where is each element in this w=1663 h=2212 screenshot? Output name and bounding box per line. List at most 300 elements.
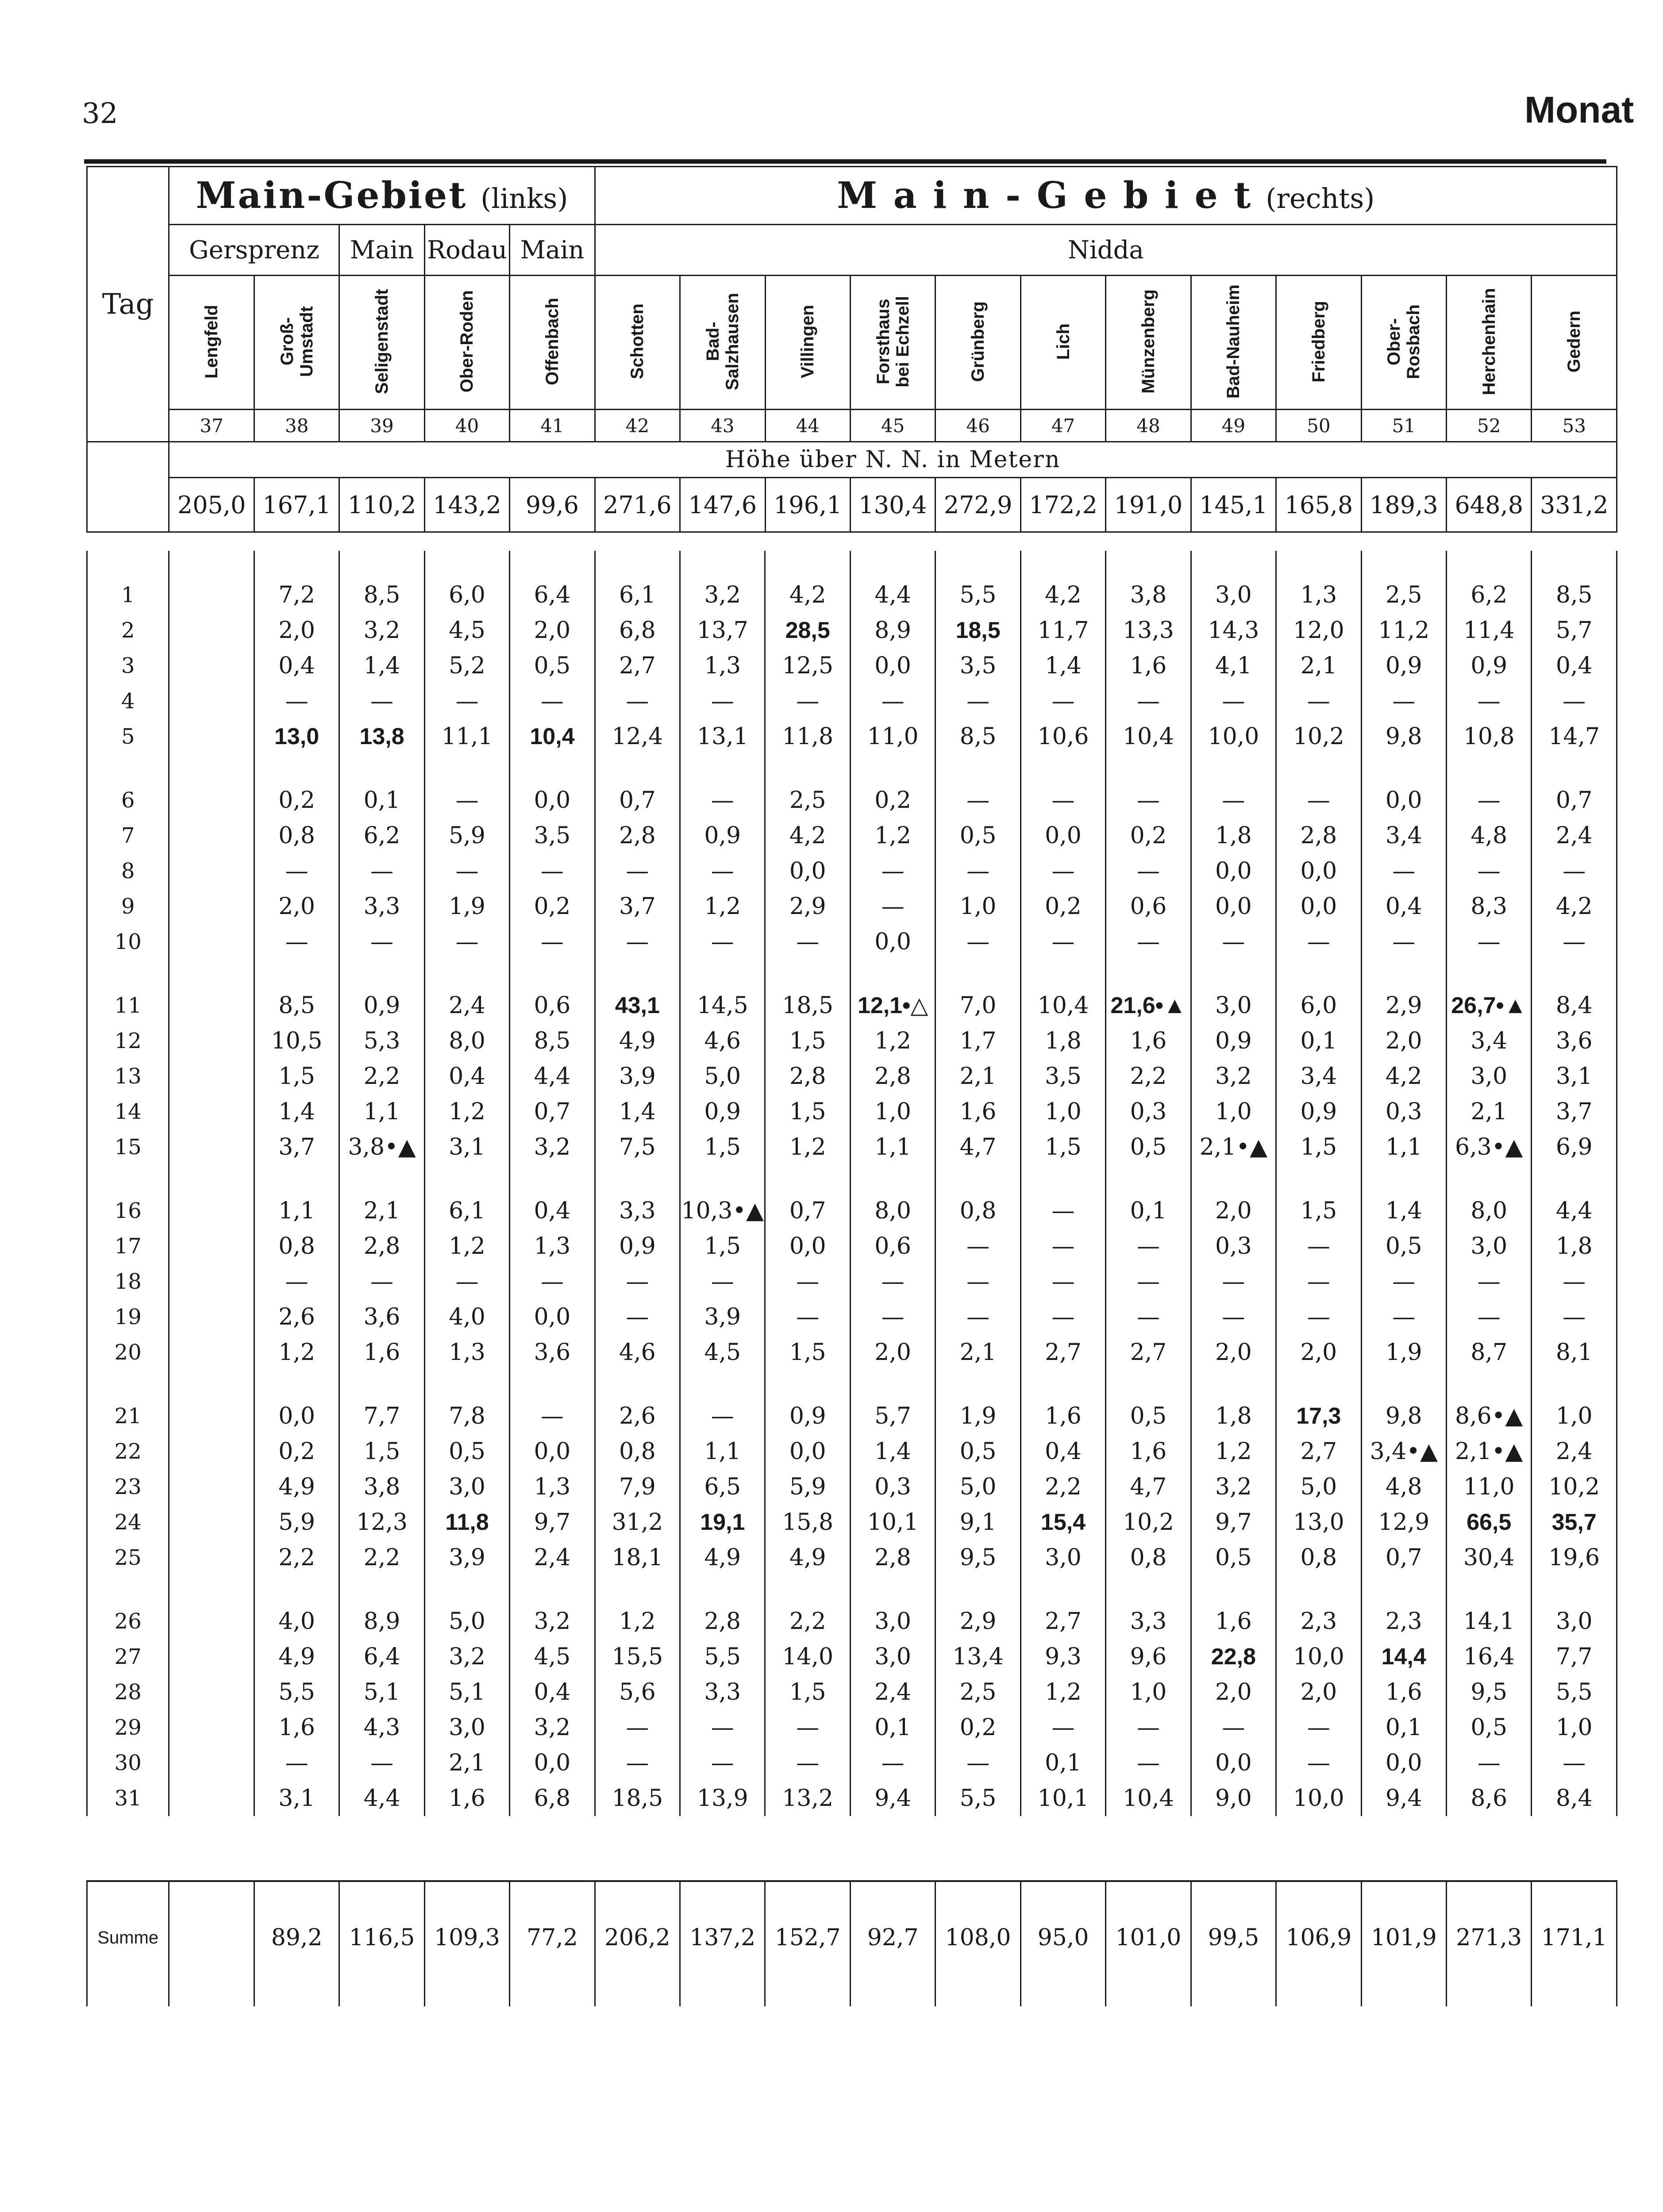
precip-cell: — — [595, 684, 680, 719]
precip-cell: — — [254, 1745, 339, 1781]
precip-cell: 6,0 — [424, 577, 509, 613]
precip-cell: 10,4 — [510, 719, 595, 754]
precip-cell: 1,2 — [850, 818, 935, 853]
precip-cell: 2,0 — [254, 613, 339, 648]
station-number-4: 40 — [424, 410, 509, 442]
precip-cell: 12,9 — [1361, 1505, 1446, 1540]
region-right: M a i n - G e b i e t (rechts) — [595, 167, 1617, 225]
spacer-cell — [424, 960, 509, 988]
precip-cell: 10,1 — [1020, 1781, 1105, 1816]
precip-cell: — — [424, 1264, 509, 1299]
precip-cell: 2,2 — [765, 1604, 850, 1639]
precip-cell: 5,7 — [1532, 613, 1617, 648]
precip-cell: 0,0 — [1361, 1745, 1446, 1781]
precip-cell — [169, 1505, 254, 1540]
precip-cell: 1,0 — [935, 889, 1020, 924]
precip-cell: 12,0 — [1276, 613, 1361, 648]
spacer-cell — [1191, 960, 1276, 988]
precip-cell: 0,2 — [254, 783, 339, 818]
precip-cell: 1,5 — [1276, 1129, 1361, 1165]
precip-cell: 1,1 — [1361, 1129, 1446, 1165]
precip-cell: 6,1 — [595, 577, 680, 613]
precip-cell: 0,1 — [1361, 1710, 1446, 1745]
precip-cell: 15,5 — [595, 1639, 680, 1674]
precip-cell: 3,3 — [339, 889, 424, 924]
spacer-cell — [1020, 551, 1105, 577]
day-number: 29 — [87, 1710, 169, 1745]
precip-cell: 4,0 — [254, 1604, 339, 1639]
precip-cell — [169, 1540, 254, 1575]
precip-cell: — — [935, 1264, 1020, 1299]
precip-cell: 8,0 — [424, 1023, 509, 1059]
precip-cell: 1,3 — [424, 1335, 509, 1370]
spacer-cell — [680, 960, 765, 988]
precip-cell: — — [1276, 1710, 1361, 1745]
station-altitude-5: 99,6 — [510, 478, 595, 532]
summe-cell: 171,1 — [1532, 1881, 1617, 2006]
precip-cell: 0,9 — [595, 1229, 680, 1264]
spacer-cell — [1361, 551, 1446, 577]
spacer-cell — [169, 960, 254, 988]
precip-cell: 0,0 — [765, 1434, 850, 1469]
precip-cell: 4,8 — [1446, 818, 1531, 853]
precip-cell: 4,9 — [254, 1639, 339, 1674]
summe-cell: 89,2 — [254, 1881, 339, 2006]
precip-cell: 1,6 — [1106, 1023, 1191, 1059]
precip-cell: — — [850, 1299, 935, 1335]
precip-cell: 35,7 — [1532, 1505, 1617, 1540]
precip-cell: 6,4 — [339, 1639, 424, 1674]
day-row — [87, 1505, 1617, 1540]
spacer-cell — [1191, 1165, 1276, 1193]
precip-cell: 0,8 — [254, 818, 339, 853]
precip-cell: — — [935, 684, 1020, 719]
precip-cell: — — [510, 1398, 595, 1434]
precip-cell: 5,9 — [254, 1505, 339, 1540]
tag-spacer-2 — [87, 478, 169, 532]
precip-cell: 3,0 — [850, 1604, 935, 1639]
spacer-cell — [424, 1575, 509, 1604]
precip-cell: — — [595, 1299, 680, 1335]
precip-cell: 0,5 — [1446, 1710, 1531, 1745]
precip-cell: 0,5 — [510, 648, 595, 684]
precip-cell: — — [595, 924, 680, 960]
precip-cell: 0,2 — [935, 1710, 1020, 1745]
precip-cell: — — [935, 924, 1020, 960]
precip-cell: 4,2 — [765, 577, 850, 613]
precip-cell: 0,4 — [510, 1674, 595, 1710]
precip-cell: 1,2 — [850, 1023, 935, 1059]
spacer-row — [87, 960, 1617, 988]
precip-cell: 5,3 — [339, 1023, 424, 1059]
summe-cell: 116,5 — [339, 1881, 424, 2006]
precip-cell: — — [510, 924, 595, 960]
precip-cell — [169, 1193, 254, 1229]
precip-cell: 3,7 — [595, 889, 680, 924]
precip-cell: 0,9 — [1191, 1023, 1276, 1059]
precip-cell: 0,8 — [935, 1193, 1020, 1229]
precip-cell: 0,8 — [254, 1229, 339, 1264]
precip-cell — [169, 818, 254, 853]
station-number-12: 48 — [1106, 410, 1191, 442]
precip-cell: 0,7 — [765, 1193, 850, 1229]
precip-cell: — — [254, 924, 339, 960]
day-row — [87, 1398, 1617, 1434]
day-number: 13 — [87, 1059, 169, 1094]
river-rodau: Rodau — [424, 225, 509, 276]
precip-cell: — — [1276, 1745, 1361, 1781]
precip-cell: — — [254, 684, 339, 719]
precip-cell: 1,1 — [850, 1129, 935, 1165]
day-number: 22 — [87, 1434, 169, 1469]
precip-cell: 0,1 — [850, 1710, 935, 1745]
page-number: 32 — [82, 97, 118, 130]
spacer-cell — [1446, 1370, 1531, 1398]
day-row — [87, 924, 1617, 960]
summe-cell: 206,2 — [595, 1881, 680, 2006]
precip-cell: 1,5 — [765, 1674, 850, 1710]
precip-cell: 5,9 — [424, 818, 509, 853]
day-row — [87, 648, 1617, 684]
precip-cell: 3,5 — [1020, 1059, 1105, 1094]
precip-cell: 0,0 — [765, 853, 850, 889]
precip-cell: 4,5 — [510, 1639, 595, 1674]
precip-cell: — — [1532, 684, 1617, 719]
precip-cell: 2,0 — [1191, 1335, 1276, 1370]
spacer-cell — [935, 1575, 1020, 1604]
precip-cell: — — [1020, 853, 1105, 889]
spacer-cell — [339, 551, 424, 577]
station-number-17: 53 — [1532, 410, 1617, 442]
precip-cell: 18,5 — [765, 988, 850, 1023]
day-number: 21 — [87, 1398, 169, 1434]
precip-cell: 1,8 — [1020, 1023, 1105, 1059]
precip-cell: 2,1 — [935, 1335, 1020, 1370]
precip-cell: — — [1191, 783, 1276, 818]
spacer-cell — [339, 754, 424, 783]
precip-cell: 1,2 — [680, 889, 765, 924]
precip-cell: — — [1532, 1264, 1617, 1299]
precip-cell: — — [1276, 783, 1361, 818]
precip-cell: — — [680, 684, 765, 719]
precip-cell: — — [1020, 1299, 1105, 1335]
precip-cell: 22,8 — [1191, 1639, 1276, 1674]
precip-cell: 0,2 — [1020, 889, 1105, 924]
precip-cell: 2,8 — [1276, 818, 1361, 853]
precip-cell: 13,7 — [680, 613, 765, 648]
spacer-cell — [1106, 1575, 1191, 1604]
spacer-cell — [1276, 1575, 1361, 1604]
precip-cell: 3,2 — [1191, 1469, 1276, 1505]
precip-cell: 0,7 — [1361, 1540, 1446, 1575]
precip-cell: 7,9 — [595, 1469, 680, 1505]
precip-cell: 2,5 — [765, 783, 850, 818]
precip-cell: 5,5 — [1532, 1674, 1617, 1710]
precip-cell: — — [1532, 853, 1617, 889]
precip-cell: 7,7 — [339, 1398, 424, 1434]
summe-cell: 108,0 — [935, 1881, 1020, 2006]
precip-cell: 13,2 — [765, 1781, 850, 1816]
precip-cell: 3,0 — [850, 1639, 935, 1674]
station-number-13: 49 — [1191, 410, 1276, 442]
day-number: 18 — [87, 1264, 169, 1299]
station-number-16: 52 — [1447, 410, 1532, 442]
precip-cell: 2,7 — [1020, 1335, 1105, 1370]
precip-cell: 0,5 — [935, 818, 1020, 853]
precip-cell: 13,0 — [254, 719, 339, 754]
precip-cell: 0,3 — [1106, 1094, 1191, 1129]
precip-cell: 1,5 — [1276, 1193, 1361, 1229]
precip-cell: 2,5 — [935, 1674, 1020, 1710]
precip-cell: 10,4 — [1106, 719, 1191, 754]
precip-cell: — — [765, 1299, 850, 1335]
spacer-cell — [87, 960, 169, 988]
precip-cell: 3,8•▲ — [339, 1129, 424, 1165]
precip-cell: 14,0 — [765, 1639, 850, 1674]
day-row — [87, 1264, 1617, 1299]
day-row — [87, 1193, 1617, 1229]
precip-cell: 4,7 — [935, 1129, 1020, 1165]
precip-cell: 2,0 — [1191, 1674, 1276, 1710]
precip-cell: 3,2 — [339, 613, 424, 648]
spacer-cell — [424, 1370, 509, 1398]
precip-cell: — — [1361, 924, 1446, 960]
precip-cell: 8,3 — [1446, 889, 1531, 924]
spacer-row — [87, 754, 1617, 783]
station-name-12: Münzenberg — [1106, 276, 1191, 410]
station-name-15: Ober- Rosbach — [1361, 276, 1446, 410]
precip-cell: 4,4 — [850, 577, 935, 613]
precip-cell: 1,6 — [1106, 1434, 1191, 1469]
precip-cell: 2,7 — [1020, 1604, 1105, 1639]
spacer-cell — [1020, 960, 1105, 988]
precip-cell: 5,0 — [1276, 1469, 1361, 1505]
precip-cell: 0,2 — [510, 889, 595, 924]
precip-cell: 1,3 — [510, 1229, 595, 1264]
precip-cell: — — [595, 1710, 680, 1745]
precip-cell: — — [1446, 684, 1531, 719]
day-number: 17 — [87, 1229, 169, 1264]
precip-cell: 0,5 — [424, 1434, 509, 1469]
spacer-cell — [935, 1165, 1020, 1193]
station-name-1: Lengfeld — [169, 276, 254, 410]
precip-cell: 1,6 — [1020, 1398, 1105, 1434]
precip-cell: 3,1 — [424, 1129, 509, 1165]
precip-cell: — — [1276, 924, 1361, 960]
precip-cell: 1,2 — [1020, 1674, 1105, 1710]
precip-cell: 0,9 — [339, 988, 424, 1023]
summe-cell: 92,7 — [850, 1881, 935, 2006]
precip-cell: — — [595, 853, 680, 889]
tag-header: Tag — [87, 167, 169, 442]
precip-cell: 0,0 — [1191, 853, 1276, 889]
precip-cell: 1,4 — [254, 1094, 339, 1129]
precip-cell: 1,8 — [1191, 818, 1276, 853]
spacer-cell — [1532, 960, 1617, 988]
spacer-cell — [680, 551, 765, 577]
precip-cell — [169, 853, 254, 889]
precip-cell: 9,0 — [1191, 1781, 1276, 1816]
station-name-14: Friedberg — [1276, 276, 1361, 410]
precip-cell: — — [680, 1710, 765, 1745]
precip-cell: 6,8 — [595, 613, 680, 648]
spacer-cell — [339, 1165, 424, 1193]
precip-cell: 5,2 — [424, 648, 509, 684]
precip-cell: 11,7 — [1020, 613, 1105, 648]
precip-cell: — — [1361, 1299, 1446, 1335]
precip-cell: — — [424, 853, 509, 889]
precip-cell: 4,9 — [765, 1540, 850, 1575]
precip-cell — [169, 1059, 254, 1094]
summe-cell: 99,5 — [1191, 1881, 1276, 2006]
precip-cell: — — [1106, 783, 1191, 818]
precip-cell — [169, 1398, 254, 1434]
spacer-cell — [1191, 1370, 1276, 1398]
precip-cell: 10,4 — [1106, 1781, 1191, 1816]
spacer-cell — [254, 1165, 339, 1193]
spacer-row — [87, 1370, 1617, 1398]
precip-cell: 10,0 — [1191, 719, 1276, 754]
precip-cell: 1,5 — [680, 1229, 765, 1264]
station-number-5: 41 — [510, 410, 595, 442]
precip-cell: 3,0 — [1191, 577, 1276, 613]
precip-cell: — — [1191, 924, 1276, 960]
precip-cell: 0,9 — [1361, 648, 1446, 684]
precip-cell: — — [339, 1264, 424, 1299]
station-name-2: Groß- Umstadt — [254, 276, 339, 410]
station-name-6: Schotten — [595, 276, 680, 410]
day-row — [87, 1299, 1617, 1335]
precip-cell: — — [680, 1264, 765, 1299]
summe-cell: 101,0 — [1106, 1881, 1191, 2006]
precip-cell — [169, 1710, 254, 1745]
station-name-10: Grünberg — [935, 276, 1020, 410]
spacer-cell — [1106, 960, 1191, 988]
precip-cell: 0,4 — [1361, 889, 1446, 924]
precip-cell: 0,4 — [510, 1193, 595, 1229]
spacer-cell — [1361, 960, 1446, 988]
spacer-cell — [1020, 1165, 1105, 1193]
precip-cell: 4,6 — [595, 1335, 680, 1370]
precip-cell: — — [765, 1264, 850, 1299]
precip-cell: 31,2 — [595, 1505, 680, 1540]
day-number: 16 — [87, 1193, 169, 1229]
precip-cell: 4,2 — [1020, 577, 1105, 613]
precip-cell: 2,7 — [1276, 1434, 1361, 1469]
station-name-9: Forsthaus bei Echzell — [850, 276, 935, 410]
precip-cell: 0,5 — [1106, 1129, 1191, 1165]
precip-cell: 0,5 — [1106, 1398, 1191, 1434]
spacer-cell — [595, 754, 680, 783]
precip-cell: 0,0 — [1276, 853, 1361, 889]
spacer-cell — [1276, 754, 1361, 783]
spacer-cell — [87, 551, 169, 577]
precip-cell: 3,5 — [510, 818, 595, 853]
precip-cell: 0,8 — [1106, 1540, 1191, 1575]
precip-cell: 0,9 — [680, 1094, 765, 1129]
precip-cell: 8,5 — [510, 1023, 595, 1059]
precip-cell: 2,2 — [339, 1059, 424, 1094]
precip-cell: 1,4 — [595, 1094, 680, 1129]
precip-cell: — — [850, 853, 935, 889]
precip-cell: 6,5 — [680, 1469, 765, 1505]
precip-cell: — — [850, 1745, 935, 1781]
precip-cell: 3,2 — [510, 1129, 595, 1165]
day-number: 20 — [87, 1335, 169, 1370]
precip-cell: — — [765, 924, 850, 960]
precip-cell: — — [1446, 783, 1531, 818]
day-row — [87, 783, 1617, 818]
spacer-cell — [510, 1370, 595, 1398]
spacer-cell — [254, 1575, 339, 1604]
precip-cell: 2,0 — [510, 613, 595, 648]
precip-cell: 11,2 — [1361, 613, 1446, 648]
spacer-cell — [850, 1575, 935, 1604]
precip-cell: 1,6 — [1191, 1604, 1276, 1639]
precip-cell: — — [680, 1398, 765, 1434]
precip-cell: 2,0 — [850, 1335, 935, 1370]
precip-cell: 3,1 — [254, 1781, 339, 1816]
summe-cell — [169, 1881, 254, 2006]
precip-cell: 2,1 — [424, 1745, 509, 1781]
spacer-cell — [1020, 1575, 1105, 1604]
spacer-cell — [510, 754, 595, 783]
station-number-14: 50 — [1276, 410, 1361, 442]
summary-section — [86, 1880, 1617, 2006]
precip-cell: 4,2 — [765, 818, 850, 853]
precip-cell: 0,9 — [765, 1398, 850, 1434]
river-main-1: Main — [339, 225, 424, 276]
precip-cell: 0,0 — [850, 924, 935, 960]
precip-cell: 0,3 — [1191, 1229, 1276, 1264]
precip-cell: 1,2 — [424, 1229, 509, 1264]
station-altitude-3: 110,2 — [339, 478, 424, 532]
precip-cell: 2,1 — [1276, 648, 1361, 684]
day-row — [87, 889, 1617, 924]
precip-cell: 3,9 — [680, 1299, 765, 1335]
precip-cell: — — [1106, 1264, 1191, 1299]
day-number: 9 — [87, 889, 169, 924]
precip-cell: 0,8 — [1276, 1540, 1361, 1575]
precip-cell: 3,0 — [1446, 1229, 1531, 1264]
precip-cell: 4,5 — [424, 613, 509, 648]
precip-cell: 4,2 — [1361, 1059, 1446, 1094]
precip-cell: — — [935, 783, 1020, 818]
spacer-cell — [1532, 551, 1617, 577]
precip-cell: 0,6 — [510, 988, 595, 1023]
precip-cell: 1,0 — [1020, 1094, 1105, 1129]
day-row — [87, 684, 1617, 719]
precip-cell: 19,6 — [1532, 1540, 1617, 1575]
station-altitude-6: 271,6 — [595, 478, 680, 532]
spacer-row — [87, 1575, 1617, 1604]
spacer-cell — [1276, 551, 1361, 577]
precip-cell: 5,7 — [850, 1398, 935, 1434]
station-name-5: Offenbach — [510, 276, 595, 410]
spacer-cell — [935, 960, 1020, 988]
day-number: 5 — [87, 719, 169, 754]
precip-cell: — — [254, 1264, 339, 1299]
precip-cell: 1,5 — [254, 1059, 339, 1094]
precip-cell: 13,3 — [1106, 613, 1191, 648]
precip-cell: 3,7 — [254, 1129, 339, 1165]
precip-cell — [169, 684, 254, 719]
precip-cell: 9,7 — [1191, 1505, 1276, 1540]
spacer-cell — [595, 1165, 680, 1193]
spacer-cell — [1532, 1370, 1617, 1398]
precip-cell: 1,9 — [1361, 1335, 1446, 1370]
precip-cell: 1,4 — [1361, 1193, 1446, 1229]
